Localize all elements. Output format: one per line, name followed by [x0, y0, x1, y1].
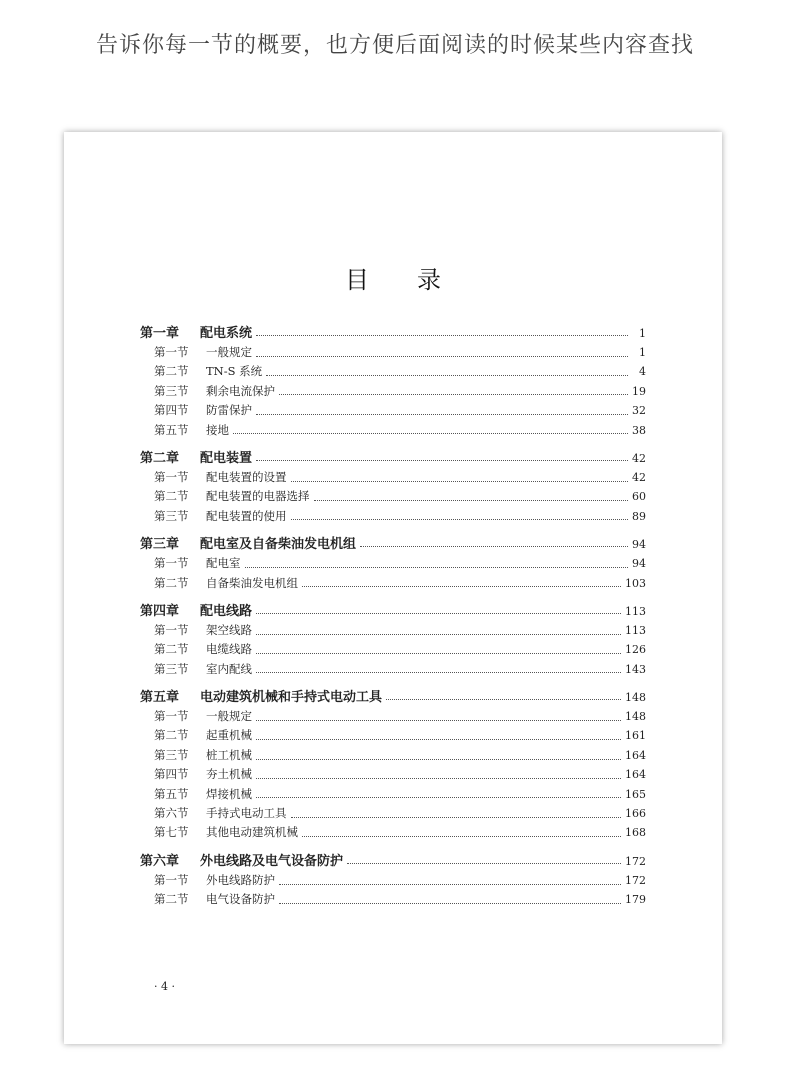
section-title: 电缆线路: [206, 642, 252, 657]
chapter-number: 第四章: [140, 603, 180, 619]
section-page: 4: [639, 365, 646, 379]
chapter-number: 第一章: [140, 326, 180, 341]
section-page: 165: [625, 787, 646, 801]
dot-leader: [279, 393, 628, 395]
section-number: 第四节: [154, 767, 189, 782]
toc-section-row: [140, 469, 646, 488]
toc-section-row: [140, 786, 646, 805]
section-number: 第一节: [154, 469, 189, 484]
toc-section-row: [140, 708, 646, 727]
dot-leader: [256, 777, 621, 779]
section-number: 第五节: [154, 786, 189, 801]
section-title: 防雷保护: [206, 403, 252, 418]
toc-section-row: [140, 622, 646, 641]
page-number: · 4 ·: [154, 980, 175, 993]
section-page: 164: [625, 768, 646, 782]
table-of-contents: [140, 322, 646, 917]
chapter-number: 第五章: [140, 690, 180, 706]
section-number: 第二节: [154, 575, 189, 590]
section-number: 第七节: [154, 825, 189, 840]
dot-leader: [256, 738, 621, 740]
dot-leader: [291, 480, 629, 482]
section-number: 第一节: [154, 709, 189, 724]
dot-leader: [386, 698, 621, 700]
section-page: 166: [625, 807, 646, 821]
section-number: 第二节: [154, 728, 189, 743]
section-number: 第一节: [154, 872, 189, 887]
toc-section-row: [140, 747, 646, 766]
chapter-title: 配电装置: [200, 450, 253, 466]
section-number: 第一节: [154, 622, 189, 637]
section-page: 113: [625, 623, 646, 637]
toc-section-row: [140, 555, 646, 574]
section-title: 桩工机械: [206, 747, 252, 762]
dot-leader: [256, 633, 621, 635]
dot-leader: [256, 796, 621, 798]
section-number: 第六节: [154, 806, 189, 821]
chapter-page: 1: [639, 327, 646, 340]
section-page: 19: [632, 384, 646, 398]
dot-leader: [256, 758, 621, 760]
toc-section-row: [140, 727, 646, 746]
section-number: 第二节: [154, 489, 189, 504]
section-title: 一般规定: [206, 709, 252, 724]
section-page: 143: [625, 662, 646, 676]
section-page: 89: [632, 509, 646, 523]
chapter-page: 148: [625, 691, 646, 705]
toc-section-row: [140, 402, 646, 421]
chapter-group: [140, 600, 646, 680]
dot-leader: [256, 719, 621, 721]
toc-section-row: [140, 824, 646, 843]
section-title: 起重机械: [206, 728, 252, 743]
toc-section-row: [140, 575, 646, 594]
dot-leader: [314, 499, 629, 501]
section-title: 配电装置的设置: [206, 469, 287, 484]
dot-leader: [256, 413, 628, 415]
chapter-page: 113: [625, 604, 646, 618]
toc-section-row: [140, 488, 646, 507]
section-title: 电气设备防护: [206, 892, 275, 907]
section-page: 179: [625, 893, 646, 907]
section-title: 其他电动建筑机械: [206, 825, 298, 840]
section-page: 38: [632, 423, 646, 437]
chapter-title: 配电室及自备柴油发电机组: [200, 537, 357, 553]
section-title: 自备柴油发电机组: [206, 575, 298, 590]
section-title: 室内配线: [206, 661, 252, 676]
chapter-group: [140, 447, 646, 527]
chapter-title: 电动建筑机械和手持式电动工具: [200, 690, 383, 706]
section-page: 32: [632, 404, 646, 418]
toc-section-row: [140, 891, 646, 910]
section-number: 第一节: [154, 556, 189, 571]
section-page: 94: [632, 557, 646, 571]
toc-chapter-row: [140, 686, 646, 708]
dot-leader: [245, 566, 629, 568]
chapter-group: [140, 322, 646, 441]
section-title: 配电装置的电器选择: [206, 489, 310, 504]
dot-leader: [347, 862, 621, 864]
section-page: 161: [625, 729, 646, 743]
dot-leader: [256, 671, 621, 673]
chapter-number: 第二章: [140, 450, 180, 466]
chapter-page: 42: [632, 451, 646, 465]
section-number: 第一节: [154, 345, 189, 359]
section-title: 配电装置的使用: [206, 508, 287, 523]
chapter-title: 配电系统: [200, 326, 253, 341]
toc-section-row: [140, 344, 646, 363]
dot-leader: [256, 459, 628, 461]
section-page: 60: [632, 490, 646, 504]
dot-leader: [256, 334, 628, 336]
dot-leader: [291, 816, 622, 818]
section-number: 第三节: [154, 661, 189, 676]
book-page: [64, 132, 722, 1044]
dot-leader: [266, 374, 628, 376]
section-number: 第三节: [154, 508, 189, 523]
chapter-page: 94: [632, 538, 646, 552]
section-title: 接地: [206, 422, 229, 437]
chapter-group: [140, 686, 646, 844]
toc-section-row: [140, 661, 646, 680]
section-page: 103: [625, 576, 646, 590]
section-page: 42: [632, 470, 646, 484]
toc-section-row: [140, 383, 646, 402]
page-title: 目 录: [345, 266, 441, 294]
section-page: 172: [625, 873, 646, 887]
toc-section-row: [140, 508, 646, 527]
toc-section-row: [140, 766, 646, 785]
section-page: 168: [625, 826, 646, 840]
section-title: 架空线路: [206, 622, 252, 637]
section-number: 第二节: [154, 364, 189, 379]
chapter-number: 第六章: [140, 853, 180, 869]
toc-section-row: [140, 363, 646, 382]
toc-chapter-row: [140, 533, 646, 555]
section-title: 焊接机械: [206, 786, 252, 801]
chapter-group: [140, 533, 646, 594]
toc-section-row: [140, 641, 646, 660]
section-page: 126: [625, 643, 646, 657]
section-page: 148: [625, 710, 646, 724]
section-title: 外电线路防护: [206, 872, 275, 887]
section-title: 夯土机械: [206, 767, 252, 782]
section-title: 剩余电流保护: [206, 383, 275, 398]
caption-text: 告诉你每一节的概要，也方便后面阅读的时候某些内容查找: [95, 33, 694, 58]
chapter-title: 外电线路及电气设备防护: [200, 853, 344, 869]
dot-leader: [360, 545, 628, 547]
dot-leader: [279, 883, 621, 885]
dot-leader: [256, 652, 621, 654]
toc-chapter-row: [140, 447, 646, 469]
section-title: TN-S 系统: [206, 364, 263, 379]
chapter-title: 配电线路: [200, 603, 253, 619]
dot-leader: [302, 585, 621, 587]
dot-leader: [279, 902, 621, 904]
dot-leader: [256, 355, 628, 357]
section-page: 164: [625, 748, 646, 762]
toc-chapter-row: [140, 600, 646, 622]
dot-leader: [302, 835, 621, 837]
toc-chapter-row: [140, 850, 646, 872]
section-title: 一般规定: [206, 345, 252, 359]
section-number: 第二节: [154, 642, 189, 657]
dot-leader: [291, 518, 629, 520]
section-title: 手持式电动工具: [206, 806, 287, 821]
chapter-page: 172: [625, 854, 646, 868]
section-number: 第三节: [154, 747, 189, 762]
dot-leader: [256, 612, 621, 614]
section-number: 第四节: [154, 403, 189, 418]
chapter-group: [140, 850, 646, 911]
chapter-number: 第三章: [140, 537, 180, 553]
section-number: 第二节: [154, 892, 189, 907]
section-number: 第五节: [154, 422, 189, 437]
section-number: 第三节: [154, 383, 189, 398]
section-page: 1: [639, 346, 646, 359]
toc-section-row: [140, 872, 646, 891]
dot-leader: [233, 432, 628, 434]
toc-section-row: [140, 805, 646, 824]
section-title: 配电室: [206, 556, 241, 571]
toc-section-row: [140, 422, 646, 441]
toc-chapter-row: [140, 322, 646, 344]
